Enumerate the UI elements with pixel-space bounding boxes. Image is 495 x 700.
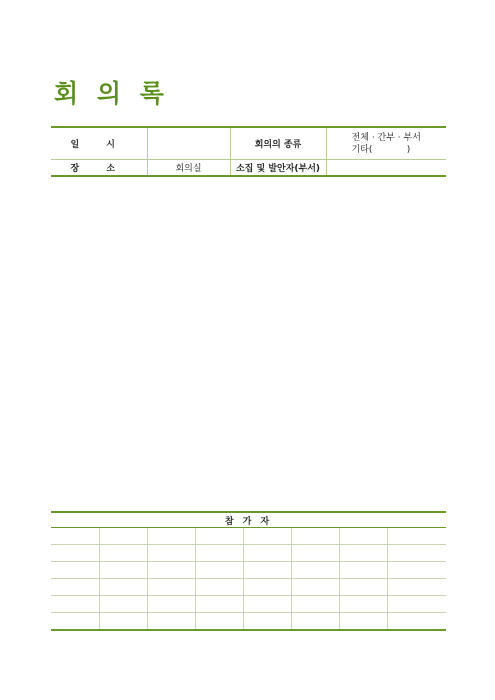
participant-cell[interactable] xyxy=(195,579,243,596)
participant-cell[interactable] xyxy=(339,545,387,562)
participant-cell[interactable] xyxy=(243,613,291,631)
table-row xyxy=(51,613,446,631)
participant-cell[interactable] xyxy=(243,579,291,596)
table-row xyxy=(51,562,446,579)
participant-cell[interactable] xyxy=(99,562,147,579)
participant-cell[interactable] xyxy=(339,579,387,596)
participant-cell[interactable] xyxy=(147,596,195,613)
participant-cell[interactable] xyxy=(99,579,147,596)
participant-cell[interactable] xyxy=(243,562,291,579)
participant-cell[interactable] xyxy=(339,613,387,631)
meeting-info-table xyxy=(51,126,446,177)
participant-cell[interactable] xyxy=(339,562,387,579)
participant-cell[interactable] xyxy=(291,579,339,596)
page-title: 회 의 록 xyxy=(54,79,169,108)
participant-cell[interactable] xyxy=(291,545,339,562)
participant-cell[interactable] xyxy=(147,579,195,596)
participant-cell[interactable] xyxy=(147,562,195,579)
participant-cell[interactable] xyxy=(291,596,339,613)
participant-cell[interactable] xyxy=(195,545,243,562)
place-value[interactable]: 회의실 xyxy=(147,160,230,177)
participant-cell[interactable] xyxy=(195,596,243,613)
participant-cell[interactable] xyxy=(387,596,446,613)
participant-cell[interactable] xyxy=(291,562,339,579)
participant-cell[interactable] xyxy=(243,528,291,545)
participant-cell[interactable] xyxy=(243,545,291,562)
participant-cell[interactable] xyxy=(387,562,446,579)
meeting-type-other: 기타( ) xyxy=(351,144,411,155)
meeting-type-label: 회의의 종류 xyxy=(230,127,326,160)
participants-header: 참 가 자 xyxy=(51,512,446,528)
participant-cell[interactable] xyxy=(51,613,99,631)
participant-cell[interactable] xyxy=(51,596,99,613)
participant-cell[interactable] xyxy=(147,528,195,545)
participant-cell[interactable] xyxy=(99,545,147,562)
participant-cell[interactable] xyxy=(51,579,99,596)
participant-cell[interactable] xyxy=(51,545,99,562)
participant-cell[interactable] xyxy=(387,613,446,631)
place-label: 장 소 xyxy=(51,160,147,177)
table-row xyxy=(51,528,446,545)
table-row xyxy=(51,579,446,596)
participant-cell[interactable] xyxy=(99,596,147,613)
meeting-type-value[interactable] xyxy=(326,127,446,160)
participant-cell[interactable] xyxy=(291,528,339,545)
participant-cell[interactable] xyxy=(339,596,387,613)
convener-value[interactable] xyxy=(326,160,446,177)
participant-cell[interactable] xyxy=(195,613,243,631)
participant-cell[interactable] xyxy=(387,545,446,562)
info-row-place xyxy=(51,160,446,177)
participant-cell[interactable] xyxy=(99,528,147,545)
participant-cell[interactable] xyxy=(51,528,99,545)
participant-cell[interactable] xyxy=(147,545,195,562)
participant-cell[interactable] xyxy=(387,528,446,545)
participant-cell[interactable] xyxy=(387,579,446,596)
date-value[interactable] xyxy=(147,127,230,160)
participant-cell[interactable] xyxy=(51,562,99,579)
info-row-date xyxy=(51,127,446,160)
participant-cell[interactable] xyxy=(195,562,243,579)
table-row xyxy=(51,596,446,613)
date-label: 일 시 xyxy=(70,140,128,150)
participant-cell[interactable] xyxy=(99,613,147,631)
participant-cell[interactable] xyxy=(339,528,387,545)
participant-cell[interactable] xyxy=(195,528,243,545)
table-row xyxy=(51,545,446,562)
participant-cell[interactable] xyxy=(147,613,195,631)
convener-label: 소집 및 발안자(부서) xyxy=(230,160,326,177)
participant-cell[interactable] xyxy=(291,613,339,631)
meeting-type-options: 전체 · 간부 · 부서 xyxy=(351,132,421,143)
participant-cell[interactable] xyxy=(243,596,291,613)
participants-table xyxy=(51,511,446,631)
